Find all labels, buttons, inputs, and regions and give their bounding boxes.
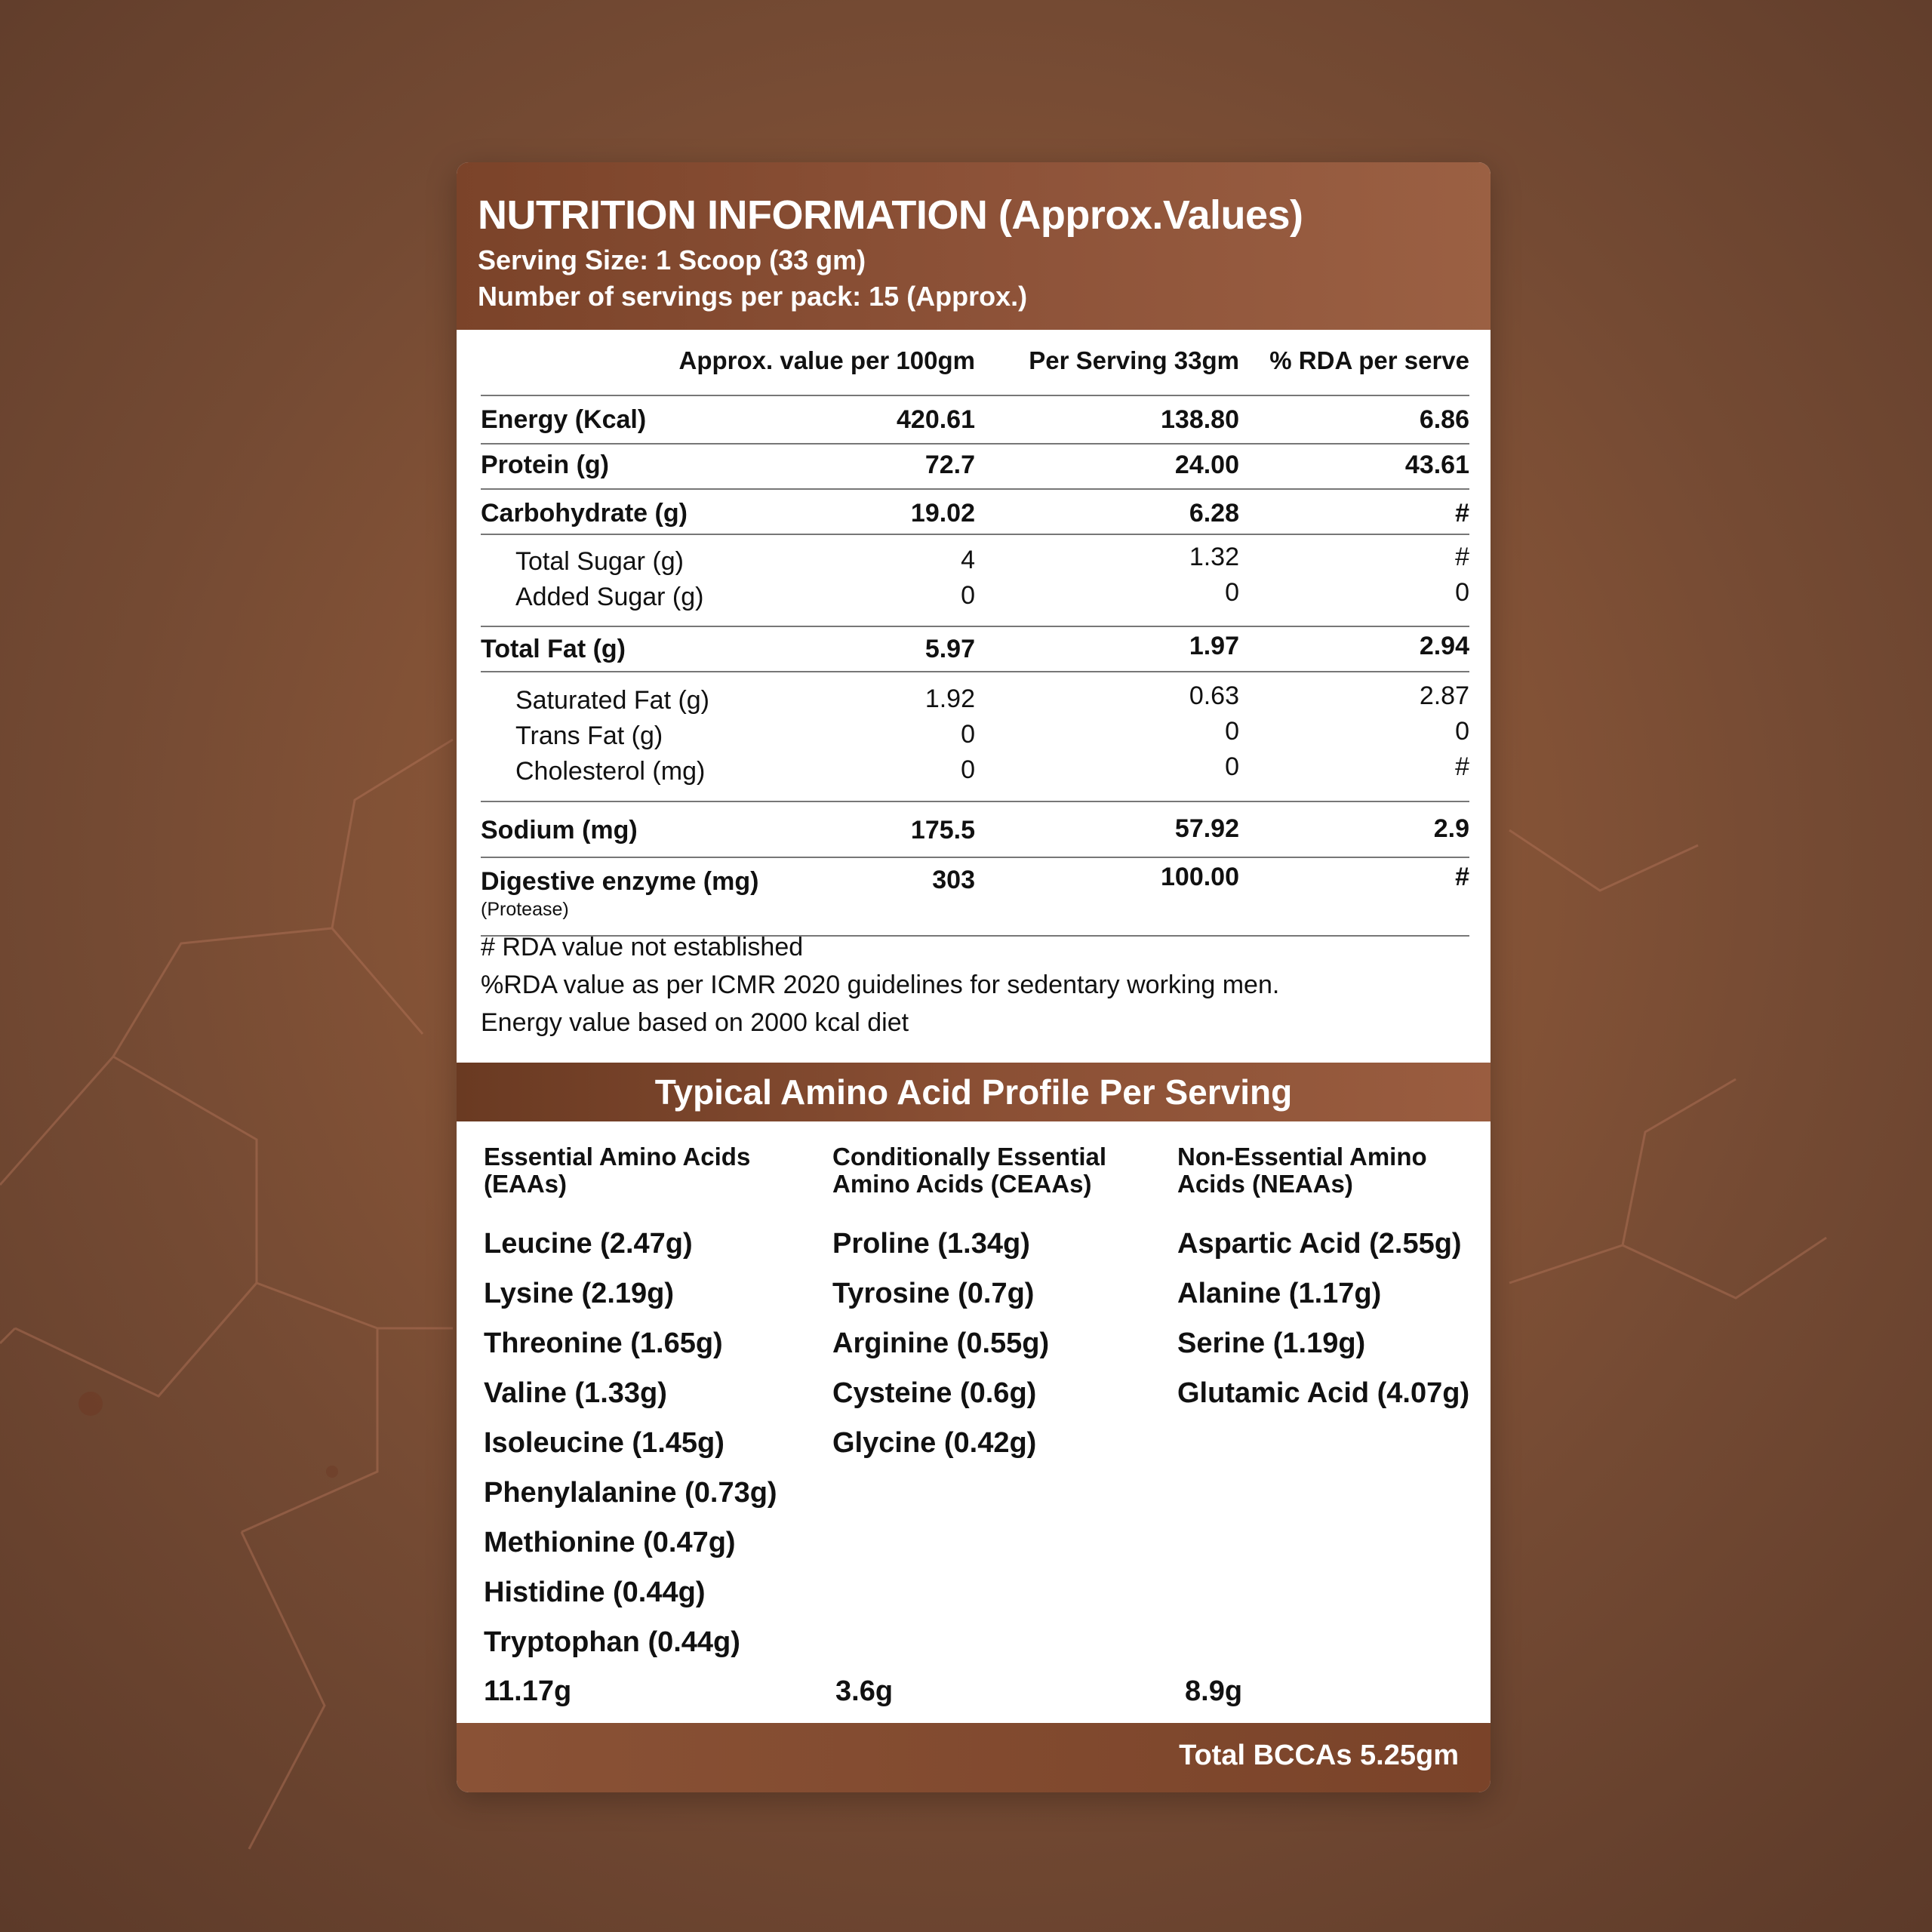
footnote: Energy value based on 2000 kcal diet xyxy=(481,1008,909,1037)
footnote: %RDA value as per ICMR 2020 guidelines for sedentary working men. xyxy=(481,971,1280,999)
added-sugar-rda: 0 xyxy=(1455,578,1469,607)
nutrition-table xyxy=(481,330,1469,937)
list-item: Proline (1.34g) xyxy=(832,1228,1030,1260)
row-value-rda: # xyxy=(1455,863,1469,891)
nutrition-title: NUTRITION INFORMATION (Approx.Values) xyxy=(478,192,1303,238)
row-value-per100: 303 xyxy=(932,866,975,894)
added-sugar-per100: 0 xyxy=(961,581,975,610)
row-value-per100: 175.5 xyxy=(910,816,975,844)
bcaa-footer xyxy=(457,1723,1491,1792)
list-item: Valine (1.33g) xyxy=(484,1377,667,1409)
trans-fat-per100: 0 xyxy=(961,720,975,749)
list-item: Alanine (1.17g) xyxy=(1177,1278,1382,1309)
list-item: Isoleucine (1.45g) xyxy=(484,1427,724,1459)
table-row-sugars xyxy=(481,535,1469,627)
col-header-rda: % RDA per serve xyxy=(1269,346,1469,374)
table-row-sodium xyxy=(481,802,1469,858)
neaa-total: 8.9g xyxy=(1185,1675,1243,1707)
row-value-rda: # xyxy=(1455,499,1469,528)
row-label: Total Fat (g) xyxy=(481,635,626,663)
row-value-per100: 72.7 xyxy=(924,451,975,479)
saturated-fat-per-serving: 0.63 xyxy=(1189,681,1239,710)
row-value-per100: 420.61 xyxy=(897,405,975,434)
row-value-per-serving: 24.00 xyxy=(1174,451,1239,479)
added-sugar-per-serving: 0 xyxy=(1225,578,1239,607)
row-value-per100: 5.97 xyxy=(924,635,975,663)
footnote: # RDA value not established xyxy=(481,933,804,961)
footnotes xyxy=(481,928,1469,1041)
total-sugar-per100: 4 xyxy=(961,546,975,574)
list-item: Aspartic Acid (2.55g) xyxy=(1177,1228,1462,1260)
row-label-added-sugar: Added Sugar (g) xyxy=(515,583,704,611)
saturated-fat-rda: 2.87 xyxy=(1419,681,1469,710)
list-item: Tyrosine (0.7g) xyxy=(832,1278,1035,1309)
row-label: Carbohydrate (g) xyxy=(481,499,688,528)
row-label: Digestive enzyme (mg) xyxy=(481,867,759,896)
ceaa-column xyxy=(832,1143,1149,1468)
table-header-row xyxy=(481,330,1469,396)
row-value-per-serving: 100.00 xyxy=(1161,863,1239,891)
row-label: Protein (g) xyxy=(481,451,609,479)
table-row-protein xyxy=(481,445,1469,490)
table-row-digestive-enzyme xyxy=(481,858,1469,937)
row-value-per-serving: 138.80 xyxy=(1161,405,1239,434)
ceaa-heading-line2: Amino Acids (CEAAs) xyxy=(832,1170,1092,1198)
cholesterol-per100: 0 xyxy=(961,755,975,784)
table-row-total-fat xyxy=(481,627,1469,672)
row-label-saturated-fat: Saturated Fat (g) xyxy=(515,686,710,715)
neaa-column xyxy=(1177,1143,1491,1418)
total-sugar-rda: # xyxy=(1455,543,1469,571)
list-item: Tryptophan (0.44g) xyxy=(484,1626,740,1658)
row-value-per-serving: 1.97 xyxy=(1189,632,1239,660)
eaa-total: 11.17g xyxy=(484,1675,572,1707)
serving-size: Serving Size: 1 Scoop (33 gm) xyxy=(478,245,866,275)
ceaa-total: 3.6g xyxy=(835,1675,894,1707)
cholesterol-per-serving: 0 xyxy=(1225,752,1239,781)
cholesterol-rda: # xyxy=(1455,752,1469,781)
saturated-fat-per100: 1.92 xyxy=(924,685,975,713)
table-row-carbohydrate xyxy=(481,490,1469,535)
col-header-per-serving: Per Serving 33gm xyxy=(1029,346,1239,374)
list-item: Histidine (0.44g) xyxy=(484,1577,706,1608)
ceaa-heading-line1: Conditionally Essential xyxy=(832,1143,1107,1171)
row-value-per-serving: 6.28 xyxy=(1189,499,1239,528)
list-item: Methionine (0.47g) xyxy=(484,1527,736,1558)
eaa-heading-line1: Essential Amino Acids xyxy=(484,1143,751,1171)
list-item: Cysteine (0.6g) xyxy=(832,1377,1037,1409)
neaa-heading-line2: Acids (NEAAs) xyxy=(1177,1170,1353,1198)
trans-fat-per-serving: 0 xyxy=(1225,717,1239,746)
row-label-total-sugar: Total Sugar (g) xyxy=(515,547,684,576)
neaa-heading-line1: Non-Essential Amino xyxy=(1177,1143,1427,1171)
table-row-energy xyxy=(481,396,1469,445)
list-item: Glycine (0.42g) xyxy=(832,1427,1037,1459)
row-value-per100: 19.02 xyxy=(910,499,975,528)
eaa-column xyxy=(484,1143,801,1667)
list-item: Threonine (1.65g) xyxy=(484,1327,723,1359)
list-item: Phenylalanine (0.73g) xyxy=(484,1477,777,1509)
row-value-rda: 6.86 xyxy=(1419,405,1469,434)
row-label-trans-fat: Trans Fat (g) xyxy=(515,721,663,750)
row-value-rda: 2.9 xyxy=(1433,814,1469,843)
row-label: Sodium (mg) xyxy=(481,816,638,844)
list-item: Arginine (0.55g) xyxy=(832,1327,1050,1359)
nutrition-header xyxy=(457,162,1491,330)
list-item: Glutamic Acid (4.07g) xyxy=(1177,1377,1470,1409)
eaa-heading-line2: (EAAs) xyxy=(484,1170,568,1198)
row-sublabel: (Protease) xyxy=(481,899,569,920)
nutrition-panel xyxy=(457,162,1491,1792)
row-label: Energy (Kcal) xyxy=(481,405,647,434)
row-value-rda: 43.61 xyxy=(1404,451,1469,479)
row-value-rda: 2.94 xyxy=(1419,632,1469,660)
row-label-cholesterol: Cholesterol (mg) xyxy=(515,757,706,786)
list-item: Lysine (2.19g) xyxy=(484,1278,675,1309)
total-sugar-per-serving: 1.32 xyxy=(1189,543,1239,571)
total-bcaa: Total BCCAs 5.25gm xyxy=(1179,1740,1459,1771)
table-row-fats xyxy=(481,672,1469,802)
servings-per-pack: Number of servings per pack: 15 (Approx.) xyxy=(478,281,1028,312)
list-item: Leucine (2.47g) xyxy=(484,1228,693,1260)
col-header-per100: Approx. value per 100gm xyxy=(678,346,975,374)
trans-fat-rda: 0 xyxy=(1455,717,1469,746)
row-value-per-serving: 57.92 xyxy=(1174,814,1239,843)
list-item: Serine (1.19g) xyxy=(1177,1327,1366,1359)
amino-profile-title: Typical Amino Acid Profile Per Serving xyxy=(457,1063,1491,1121)
